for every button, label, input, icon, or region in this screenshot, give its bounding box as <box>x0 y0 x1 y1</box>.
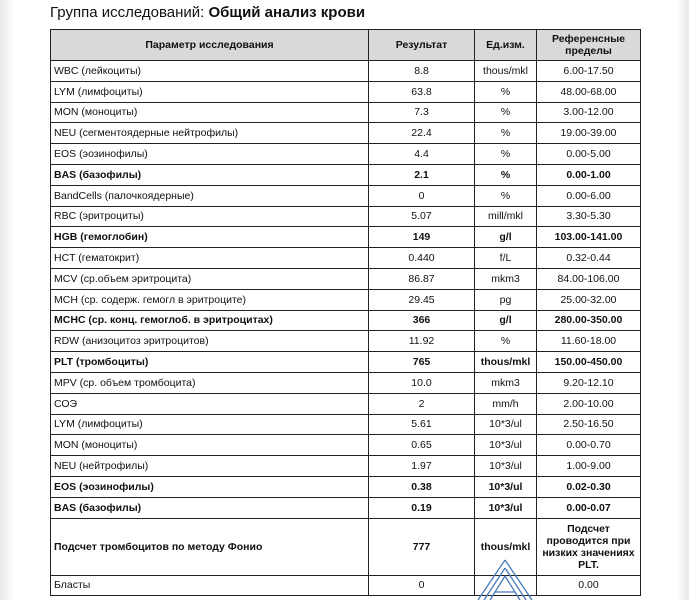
cell-param: RBC (эритроциты) <box>51 206 369 227</box>
cell-result: 10.0 <box>369 372 475 393</box>
cell-result: 11.92 <box>369 331 475 352</box>
cell-ref: 2.50-16.50 <box>537 414 641 435</box>
table-row <box>51 393 641 414</box>
table-row <box>51 123 641 144</box>
cell-param: PLT (тромбоциты) <box>51 352 369 373</box>
results-table <box>50 29 641 596</box>
page-edge-left <box>0 0 14 600</box>
table-row <box>51 206 641 227</box>
cell-param: NEU (сегментоядерные нейтрофилы) <box>51 123 369 144</box>
header-unit: Ед.изм. <box>475 30 537 61</box>
cell-unit: mill/mkl <box>475 206 537 227</box>
cell-ref: 9.20-12.10 <box>537 372 641 393</box>
cell-param: MCV (ср.объем эритроцита) <box>51 268 369 289</box>
cell-ref: 11.60-18.00 <box>537 331 641 352</box>
cell-unit: mkm3 <box>475 372 537 393</box>
cell-param: СОЭ <box>51 393 369 414</box>
table-row <box>51 331 641 352</box>
table-row <box>51 102 641 123</box>
cell-result: 5.07 <box>369 206 475 227</box>
cell-ref: Подсчет проводится при низких значениях PLT. <box>537 518 641 575</box>
table-row <box>51 435 641 456</box>
cell-param: MON (моноциты) <box>51 102 369 123</box>
cell-ref: 0.00-0.70 <box>537 435 641 456</box>
cell-ref: 48.00-68.00 <box>537 81 641 102</box>
table-row <box>51 268 641 289</box>
cell-unit: % <box>475 185 537 206</box>
cell-unit: 10*3/ul <box>475 497 537 518</box>
cell-unit: thous/mkl <box>475 61 537 82</box>
cell-result: 22.4 <box>369 123 475 144</box>
cell-param: BandCells (палочкоядерные) <box>51 185 369 206</box>
table-row <box>51 310 641 331</box>
cell-unit: thous/mkl <box>475 352 537 373</box>
cell-ref: 1.00-9.00 <box>537 456 641 477</box>
cell-ref: 0.32-0.44 <box>537 248 641 269</box>
cell-param: LYM (лимфоциты) <box>51 414 369 435</box>
cell-ref: 84.00-106.00 <box>537 268 641 289</box>
table-header-row <box>51 30 641 61</box>
cell-unit: 10*3/ul <box>475 435 537 456</box>
cell-unit: 10*3/ul <box>475 476 537 497</box>
cell-result: 366 <box>369 310 475 331</box>
table-row <box>51 497 641 518</box>
cell-result: 765 <box>369 352 475 373</box>
cell-result: 0 <box>369 575 475 596</box>
cell-ref: 0.00-1.00 <box>537 164 641 185</box>
table-row <box>51 144 641 165</box>
table-row <box>51 227 641 248</box>
cell-ref: 2.00-10.00 <box>537 393 641 414</box>
table-row <box>51 289 641 310</box>
cell-param: Подсчет тромбоцитов по методу Фонио <box>51 518 369 575</box>
cell-result: 5.61 <box>369 414 475 435</box>
cell-ref: 3.30-5.30 <box>537 206 641 227</box>
cell-result: 777 <box>369 518 475 575</box>
cell-unit: 10*3/ul <box>475 414 537 435</box>
cell-unit: % <box>475 81 537 102</box>
cell-unit: g/l <box>475 227 537 248</box>
cell-ref: 0.00-6.00 <box>537 185 641 206</box>
cell-param: RDW (анизоцитоз эритроцитов) <box>51 331 369 352</box>
cell-ref: 0.02-0.30 <box>537 476 641 497</box>
cell-result: 86.87 <box>369 268 475 289</box>
cell-ref: 280.00-350.00 <box>537 310 641 331</box>
cell-ref: 3.00-12.00 <box>537 102 641 123</box>
cell-result: 0.440 <box>369 248 475 269</box>
cell-ref: 103.00-141.00 <box>537 227 641 248</box>
cell-result: 4.4 <box>369 144 475 165</box>
cell-unit: mm/h <box>475 393 537 414</box>
cell-unit: g/l <box>475 310 537 331</box>
cell-unit: % <box>475 144 537 165</box>
cell-result: 7.3 <box>369 102 475 123</box>
table-row <box>51 185 641 206</box>
cell-unit: % <box>475 164 537 185</box>
cell-result: 1.97 <box>369 456 475 477</box>
cell-unit: % <box>475 102 537 123</box>
cell-ref: 0.00-0.07 <box>537 497 641 518</box>
table-row <box>51 248 641 269</box>
cell-result: 2 <box>369 393 475 414</box>
cell-param: MCHC (ср. конц. гемоглоб. в эритроцитах) <box>51 310 369 331</box>
cell-param: BAS (базофилы) <box>51 497 369 518</box>
cell-unit: thous/mkl <box>475 518 537 575</box>
cell-result: 29.45 <box>369 289 475 310</box>
table-row <box>51 456 641 477</box>
cell-param: EOS (эозинофилы) <box>51 476 369 497</box>
cell-ref: 0.00-5.00 <box>537 144 641 165</box>
cell-result: 0 <box>369 185 475 206</box>
table-row <box>51 518 641 575</box>
cell-result: 0.38 <box>369 476 475 497</box>
cell-unit <box>475 575 537 596</box>
header-result: Результат <box>369 30 475 61</box>
cell-unit: % <box>475 331 537 352</box>
cell-param: MON (моноциты) <box>51 435 369 456</box>
table-row <box>51 372 641 393</box>
table-row <box>51 476 641 497</box>
cell-param: LYM (лимфоциты) <box>51 81 369 102</box>
page-edge-right <box>677 0 689 600</box>
cell-result: 8.8 <box>369 61 475 82</box>
title-prefix: Группа исследований: <box>50 4 205 21</box>
cell-param: MPV (ср. объем тромбоцита) <box>51 372 369 393</box>
cell-ref: 25.00-32.00 <box>537 289 641 310</box>
cell-param: Бласты <box>51 575 369 596</box>
cell-ref: 150.00-450.00 <box>537 352 641 373</box>
cell-unit: mkm3 <box>475 268 537 289</box>
cell-unit: 10*3/ul <box>475 456 537 477</box>
cell-param: BAS (базофилы) <box>51 164 369 185</box>
header-param: Параметр исследования <box>51 30 369 61</box>
cell-unit: % <box>475 123 537 144</box>
table-row <box>51 81 641 102</box>
cell-param: NEU (нейтрофилы) <box>51 456 369 477</box>
table-row <box>51 164 641 185</box>
title-name: Общий анализ крови <box>208 4 366 21</box>
page-title <box>50 4 365 22</box>
cell-ref: 6.00-17.50 <box>537 61 641 82</box>
cell-ref: 0.00 <box>537 575 641 596</box>
table-row <box>51 352 641 373</box>
header-ref: Референсные пределы <box>537 30 641 61</box>
cell-result: 0.65 <box>369 435 475 456</box>
table-row <box>51 61 641 82</box>
table-row <box>51 414 641 435</box>
table-row <box>51 575 641 596</box>
cell-result: 63.8 <box>369 81 475 102</box>
cell-param: EOS (эозинофилы) <box>51 144 369 165</box>
cell-result: 2.1 <box>369 164 475 185</box>
cell-result: 0.19 <box>369 497 475 518</box>
cell-result: 149 <box>369 227 475 248</box>
cell-unit: f/L <box>475 248 537 269</box>
cell-param: MCH (ср. содерж. гемогл в эритроците) <box>51 289 369 310</box>
cell-param: HGB (гемоглобин) <box>51 227 369 248</box>
cell-param: WBC (лейкоциты) <box>51 61 369 82</box>
cell-ref: 19.00-39.00 <box>537 123 641 144</box>
cell-unit: pg <box>475 289 537 310</box>
cell-param: HCT (гематокрит) <box>51 248 369 269</box>
